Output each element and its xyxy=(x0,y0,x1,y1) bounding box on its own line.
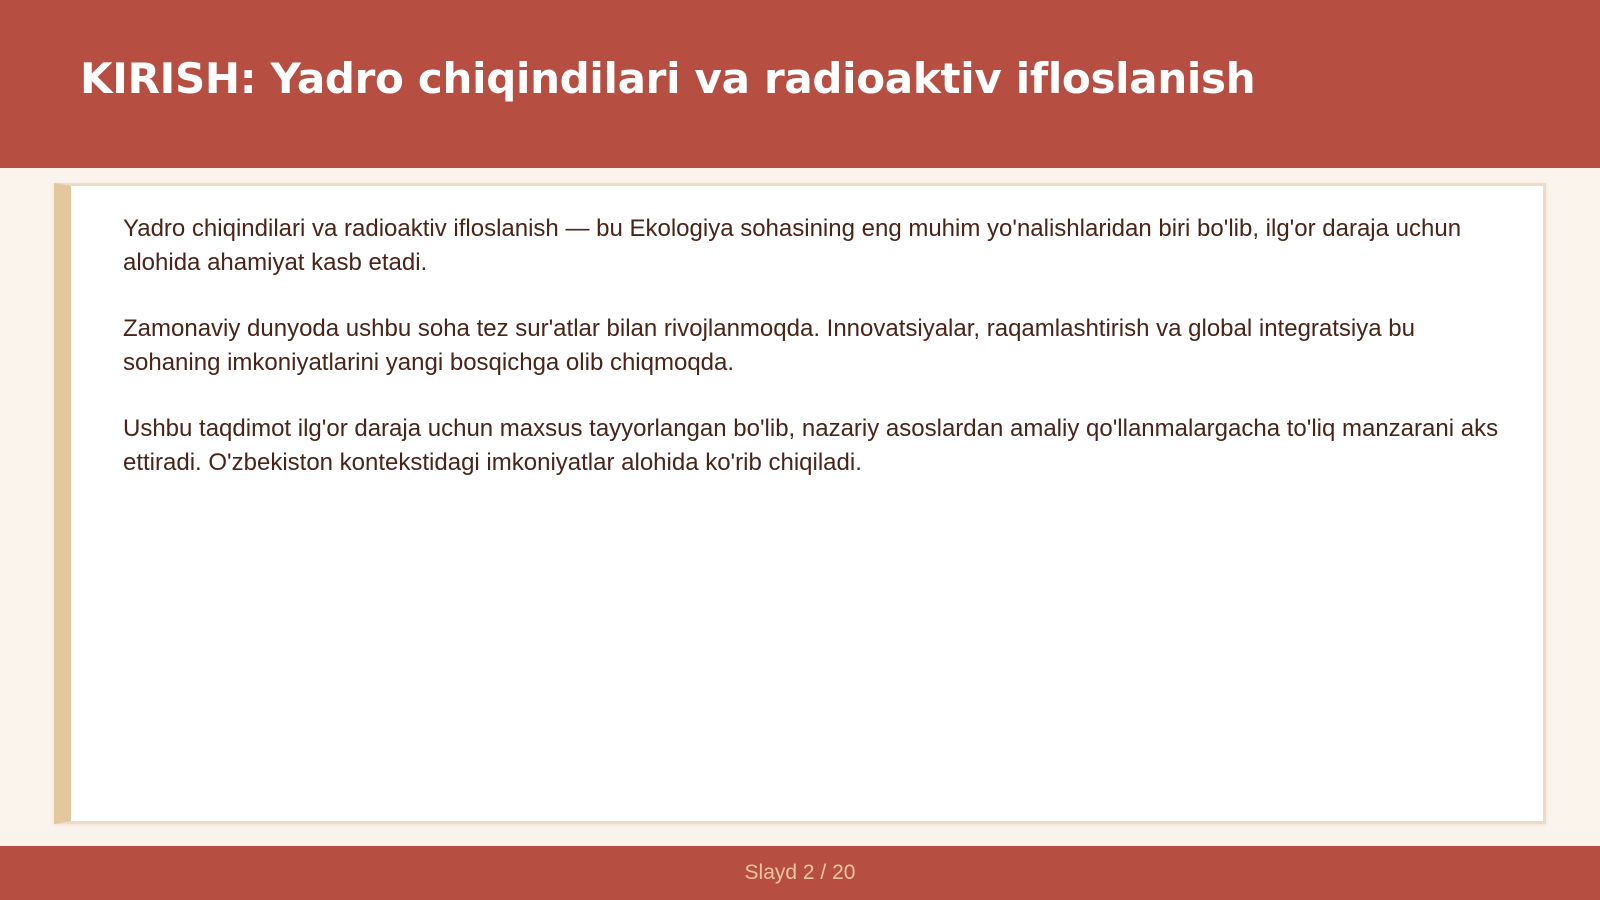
slide-number: Slayd 2 / 20 xyxy=(744,861,856,884)
slide-footer xyxy=(0,846,1600,900)
paragraph-list xyxy=(123,212,1513,512)
slide-header xyxy=(0,0,1600,168)
content-card xyxy=(54,183,1546,824)
paragraph-intro: Yadro chiqindilari va radioaktiv ifloslanish — bu Ekologiya sohasining eng muhim yo'nalishlaridan biri bo'lib, ilg'or daraja uchun alohida ahamiyat kasb etadi. xyxy=(123,215,1462,276)
slide-title: KIRISH: Yadro chiqindilari va radioaktiv ifloslanish xyxy=(80,53,1256,103)
paragraph-modern-world: Zamonaviy dunyoda ushbu soha tez sur'atlar bilan rivojlanmoqda. Innovatsiyalar, raqamlashtirish va global integratsiya bu sohaning imkoniyatlarini yangi bosqichga olib chiqmoqda. xyxy=(123,315,1415,376)
paragraph-presentation-scope: Ushbu taqdimot ilg'or daraja uchun maxsus tayyorlangan bo'lib, nazariy asoslardan amaliy qo'llanmalargacha to'liq manzarani aks ettiradi. O'zbekiston kontekstidagi imkoniyatlar alohida ko'rib chiqiladi. xyxy=(123,415,1499,476)
